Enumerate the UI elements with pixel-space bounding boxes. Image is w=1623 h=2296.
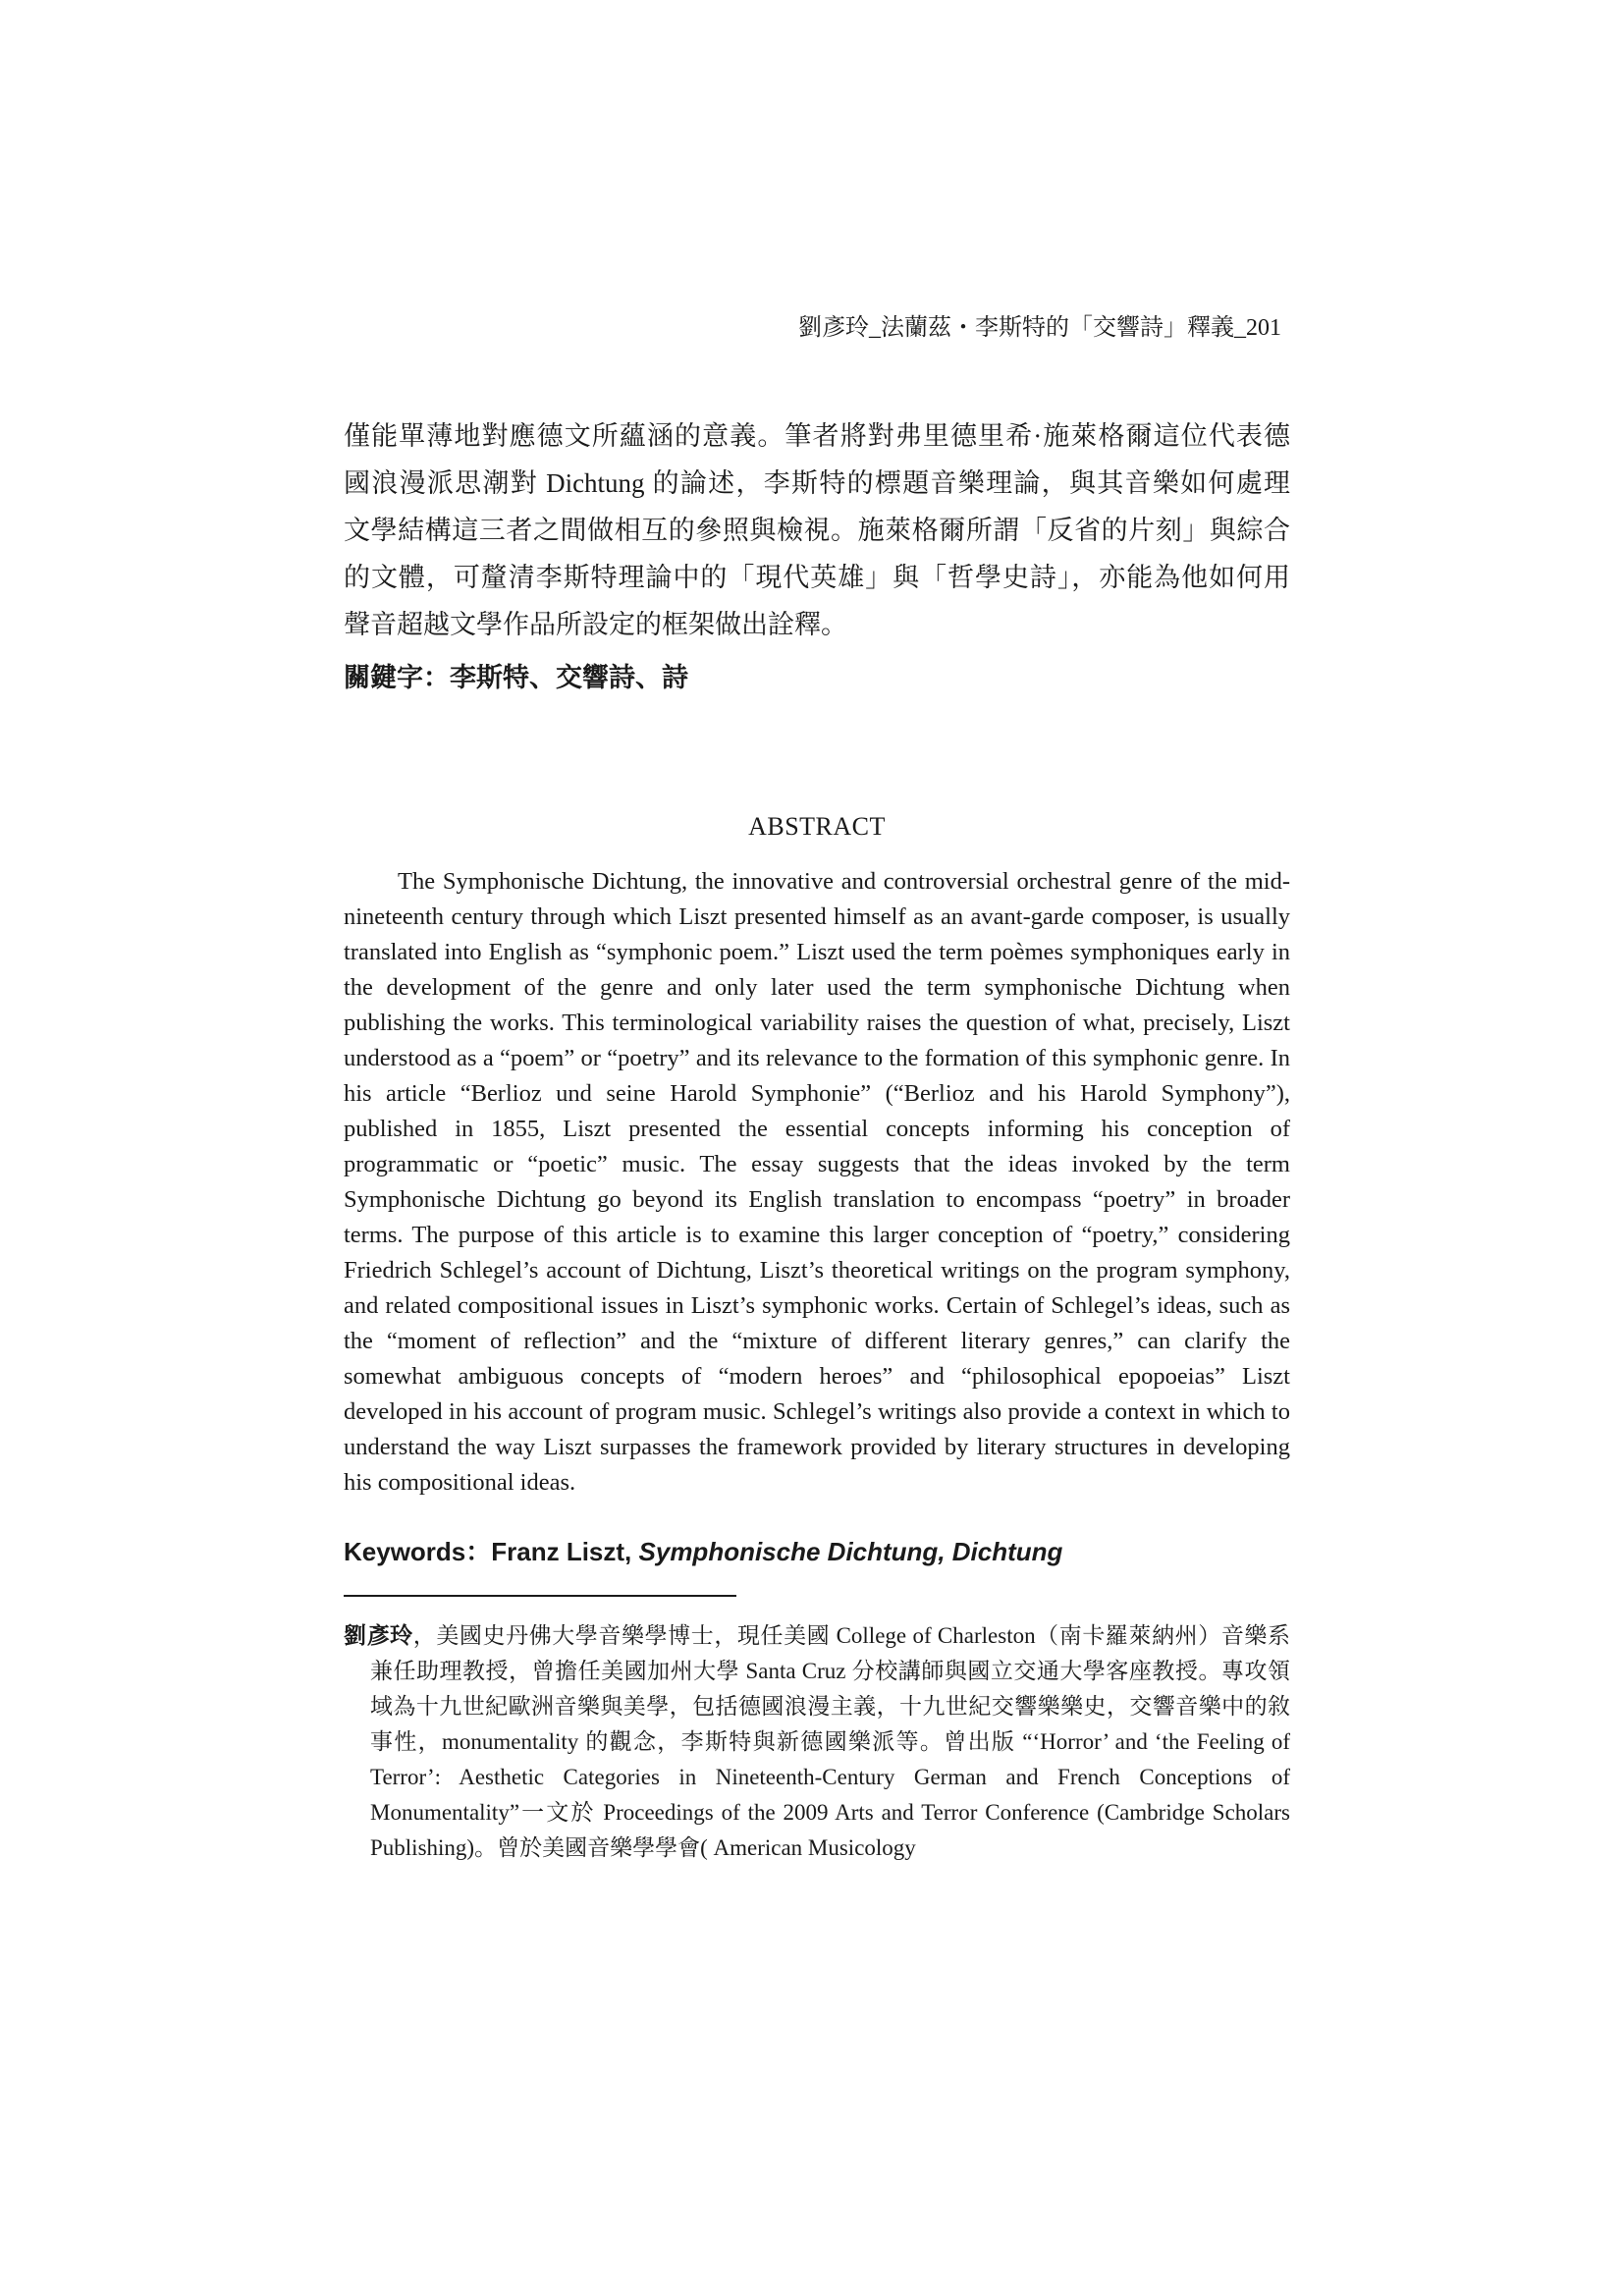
author-footnote [344, 1618, 1290, 1866]
page-content [344, 412, 1290, 1866]
keywords-label: Keywords： [344, 1537, 492, 1566]
chinese-abstract-line: 僅能單薄地對應德文所蘊涵的意義。筆者將對弗里德里希·施萊格爾這位代表德 [344, 421, 1290, 451]
abstract-body: The Symphonische Dichtung, the innovative and controversial orchestral genre of the mid-nineteenth century through which Liszt presented himself as an avant-garde composer, is usually translated into English as “symphonic poem.” Liszt used the term poèmes symphoniques early in the development of the genre and only later used the term symphonische Dichtung when publishing the works. This terminological variability raises the question of what, precisely, Liszt understood as a “poem” or “poetry” and its relevance to the formation of this symphonic genre. In his article “Berlioz und seine Harold Symphonie” (“Berlioz and his Harold Symphony”), published in 1855, Liszt presented the essential concepts informing his conception of programmatic or “poetic” music. The essay suggests that the ideas invoked by the term Symphonische Dichtung go beyond its English translation to encompass “poetry” in broader terms. The purpose of this article is to examine this larger conception of “poetry,” considering Friedrich Schlegel’s account of Dichtung, Liszt’s theoretical writings on the program symphony, and related compositional issues in Liszt’s symphonic works. Certain of Schlegel’s ideas, such as the “moment of reflection” and the “mixture of different literary genres,” can clarify the somewhat ambiguous concepts of “modern heroes” and “philosophical epopoeias” Liszt developed in his account of program music. Schlegel’s writings also provide a context in which to understand the way Liszt surpasses the framework provided by literary structures in developing his compositional ideas. [344, 868, 1290, 1496]
keywords-italic: Symphonische Dichtung, Dichtung [638, 1537, 1063, 1566]
chinese-abstract-line: 的文體，可釐清李斯特理論中的「現代英雄」與「哲學史詩」，亦能為他如何用 [344, 563, 1290, 592]
running-head: 劉彥玲_法蘭茲・李斯特的「交響詩」釋義_201 [798, 315, 1281, 341]
chinese-abstract-line: 國浪漫派思潮對 Dichtung 的論述，李斯特的標題音樂理論，與其音樂如何處理 [344, 468, 1290, 498]
footnote-text: ，美國史丹佛大學音樂學博士，現任美國 College of Charleston（南卡羅萊納州）音樂系兼任助理教授，曾擔任美國加州大學 Santa Cruz 分校講師與國立交通大學客座教授。專攻領域為十九世紀歐洲音樂與美學，包括德國浪漫主義，十九世紀交響樂樂史，交響音樂中的敘事性，monumentality 的觀念，李斯特與新德國樂派等。曾出版 “‘Horror’ and ‘the Feeling of Terror’: Aesthetic Categories in Nineteenth-Century German and French Conceptions of Monumentality”一文於 Proceedings of the 2009 Arts and Terror Conference (Cambridge Scholars Publishing)。曾於美國音樂學學會( American Musicology [370, 1623, 1290, 1860]
chinese-abstract-line: 文學結構這三者之間做相互的參照與檢視。施萊格爾所謂「反省的片刻」與綜合 [344, 516, 1290, 545]
footnote-divider [344, 1595, 736, 1597]
english-keywords [344, 1534, 1290, 1569]
keywords-plain: Franz Liszt, [491, 1537, 639, 1566]
chinese-abstract-paragraph [344, 412, 1290, 648]
abstract-title: ABSTRACT [748, 812, 886, 841]
chinese-abstract-line: 聲音超越文學作品所設定的框架做出詮釋。 [344, 610, 847, 639]
chinese-keywords: 關鍵字：李斯特、交響詩、詩 [344, 663, 688, 692]
footnote-author-name: 劉彥玲 [344, 1623, 413, 1648]
